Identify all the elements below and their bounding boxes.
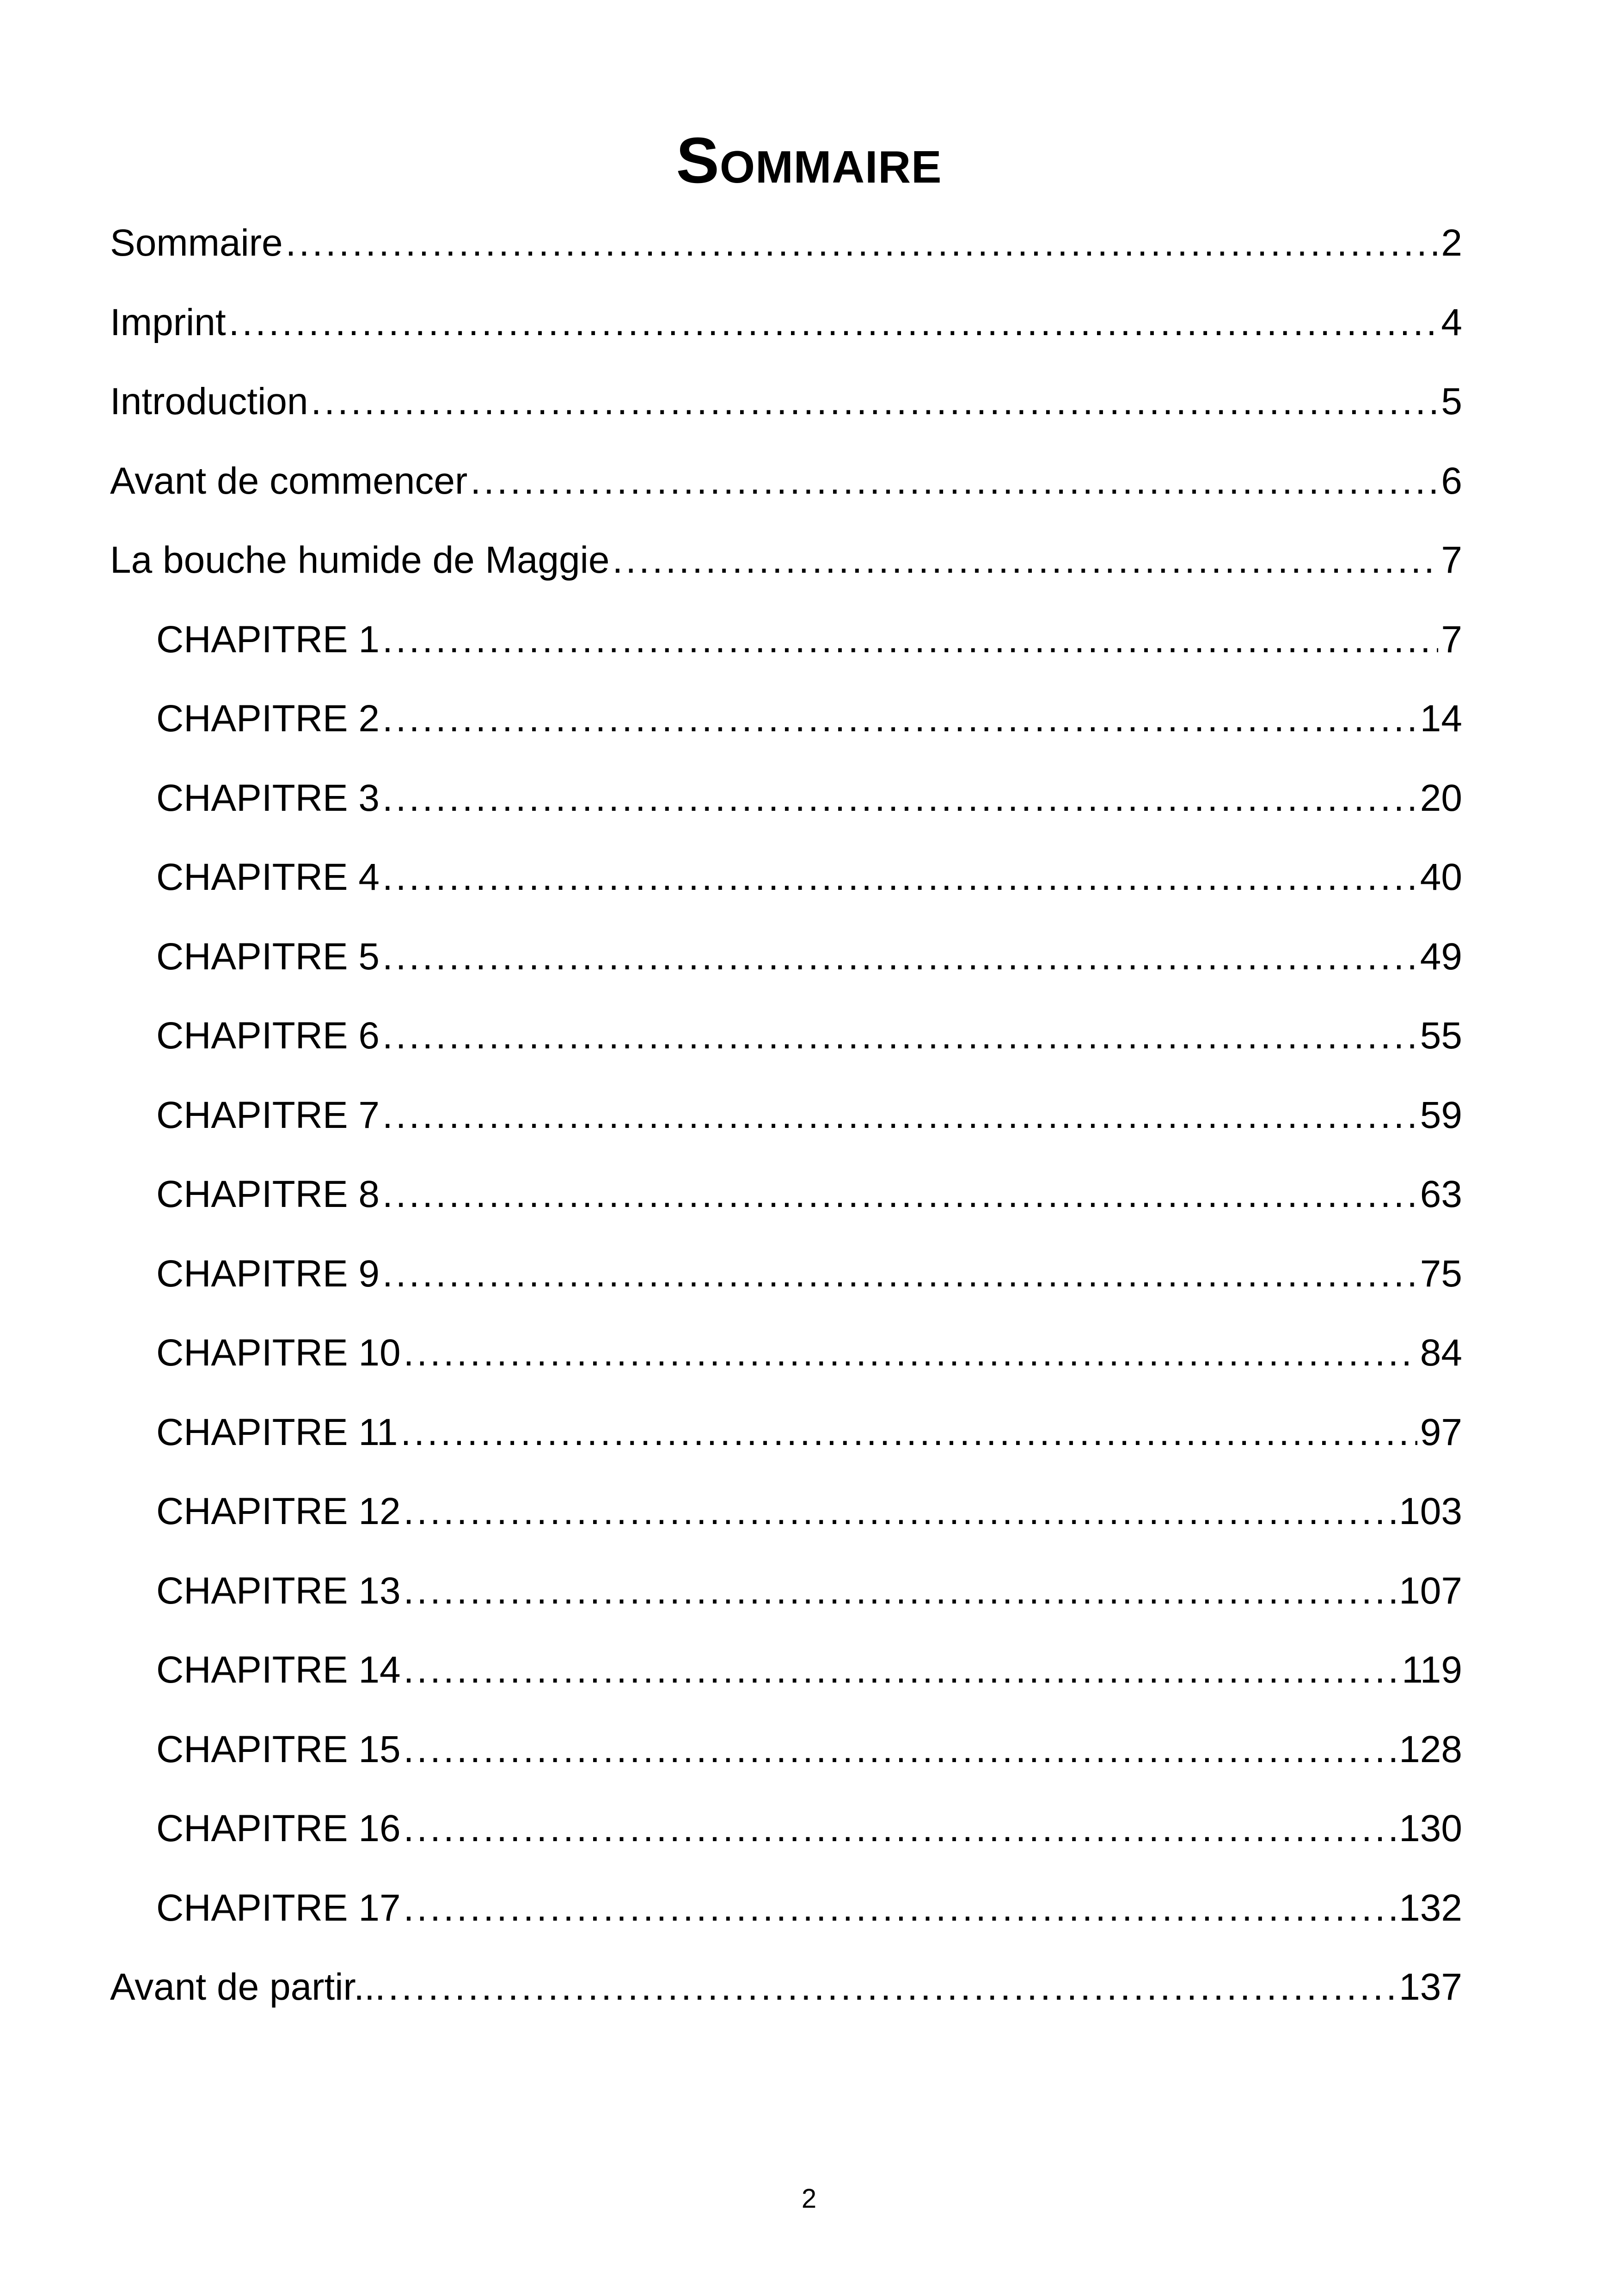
- toc-entry[interactable]: [110, 1710, 1462, 1789]
- toc-entry-label: Introduction: [110, 380, 308, 422]
- toc-dot-leader: [382, 1076, 1417, 1155]
- toc-entry-page-number: 7: [1441, 618, 1462, 661]
- toc-entry-page-number: 119: [1402, 1649, 1462, 1691]
- page-number: 2: [801, 2184, 817, 2214]
- toc-entry[interactable]: [110, 441, 1462, 521]
- toc-dot-leader: [286, 203, 1439, 283]
- toc-entry[interactable]: [110, 1551, 1462, 1631]
- toc-entry-page-number: 6: [1441, 459, 1462, 502]
- toc-entry[interactable]: [110, 283, 1462, 362]
- toc-entry[interactable]: [110, 917, 1462, 997]
- toc-entry-label: CHAPITRE 3: [156, 777, 380, 819]
- toc-dot-leader: [382, 759, 1417, 838]
- toc-entry[interactable]: [110, 203, 1462, 283]
- toc-entry[interactable]: [110, 996, 1462, 1076]
- toc-entry[interactable]: [110, 679, 1462, 759]
- toc-entry-page-number: 103: [1399, 1490, 1462, 1532]
- toc-entry-page-number: 7: [1441, 539, 1462, 581]
- toc-entry-label: CHAPITRE 10: [156, 1332, 401, 1374]
- toc-dot-leader: [382, 917, 1417, 997]
- toc-entry-label: CHAPITRE 6: [156, 1015, 380, 1057]
- toc-dot-leader: [404, 1472, 1397, 1551]
- toc-dot-leader: [388, 1947, 1397, 2027]
- toc-entry[interactable]: [110, 1789, 1462, 1868]
- toc-entry-label: CHAPITRE 9: [156, 1252, 380, 1295]
- toc-entry-label: CHAPITRE 15: [156, 1728, 401, 1770]
- toc-entry-page-number: 132: [1399, 1886, 1462, 1929]
- toc-dot-leader: [382, 600, 1438, 680]
- toc-entry-label: Avant de commencer: [110, 459, 468, 502]
- toc-entry-page-number: 14: [1420, 698, 1462, 740]
- toc-entry-label: CHAPITRE 16: [156, 1807, 401, 1849]
- toc-dot-leader: [311, 362, 1439, 441]
- toc-entry-label: CHAPITRE 14: [156, 1649, 401, 1691]
- toc-dot-leader: [382, 1234, 1417, 1314]
- page-title: Sommaire: [676, 124, 942, 196]
- table-of-contents: [110, 203, 1462, 2027]
- toc-entry[interactable]: [110, 1234, 1462, 1314]
- toc-dot-leader: [404, 1710, 1397, 1789]
- toc-entry-page-number: 130: [1399, 1807, 1462, 1849]
- toc-entry-label: La bouche humide de Maggie: [110, 539, 610, 581]
- toc-entry-label: CHAPITRE 1: [156, 618, 380, 661]
- toc-entry[interactable]: [110, 600, 1462, 680]
- toc-dot-leader: [404, 1630, 1399, 1710]
- toc-entry-label: CHAPITRE 4: [156, 856, 380, 898]
- toc-entry-page-number: 63: [1420, 1173, 1462, 1215]
- toc-entry-label: CHAPITRE 8: [156, 1173, 380, 1215]
- toc-entry[interactable]: [110, 1472, 1462, 1551]
- toc-entry-label: CHAPITRE 2: [156, 698, 380, 740]
- toc-entry[interactable]: [110, 1313, 1462, 1393]
- toc-dot-leader: [382, 996, 1417, 1076]
- toc-entry-label: Imprint: [110, 301, 226, 343]
- toc-entry-label: CHAPITRE 7: [156, 1094, 380, 1136]
- toc-dot-leader: [404, 1551, 1397, 1631]
- toc-entry-page-number: 75: [1420, 1252, 1462, 1295]
- toc-entry[interactable]: [110, 1155, 1462, 1234]
- toc-dot-leader: [404, 1789, 1397, 1868]
- toc-entry-label: Avant de partir...: [110, 1966, 386, 2008]
- toc-entry-page-number: 107: [1399, 1569, 1462, 1612]
- toc-entry[interactable]: [110, 838, 1462, 917]
- toc-entry-page-number: 4: [1441, 301, 1462, 343]
- toc-entry-label: CHAPITRE 5: [156, 935, 380, 978]
- toc-dot-leader: [470, 441, 1438, 521]
- toc-entry-page-number: 55: [1420, 1015, 1462, 1057]
- toc-dot-leader: [401, 1393, 1417, 1472]
- toc-dot-leader: [382, 838, 1417, 917]
- toc-entry[interactable]: [110, 1868, 1462, 1948]
- toc-dot-leader: [404, 1868, 1397, 1948]
- toc-dot-leader: [382, 679, 1417, 759]
- toc-entry-page-number: 5: [1441, 380, 1462, 422]
- toc-entry[interactable]: [110, 1393, 1462, 1472]
- toc-entry[interactable]: [110, 520, 1462, 600]
- toc-entry-page-number: 128: [1399, 1728, 1462, 1770]
- toc-entry-page-number: 137: [1399, 1966, 1462, 2008]
- toc-entry-label: Sommaire: [110, 222, 283, 264]
- toc-entry[interactable]: [110, 759, 1462, 838]
- toc-entry[interactable]: [110, 1947, 1462, 2027]
- toc-dot-leader: [382, 1155, 1417, 1234]
- toc-entry-page-number: 49: [1420, 935, 1462, 978]
- toc-entry[interactable]: [110, 1076, 1462, 1155]
- toc-entry-page-number: 20: [1420, 777, 1462, 819]
- toc-entry-label: CHAPITRE 17: [156, 1886, 401, 1929]
- toc-entry-page-number: 84: [1420, 1332, 1462, 1374]
- toc-entry-page-number: 40: [1420, 856, 1462, 898]
- toc-entry-label: CHAPITRE 13: [156, 1569, 401, 1612]
- toc-dot-leader: [404, 1313, 1417, 1393]
- toc-entry[interactable]: [110, 362, 1462, 441]
- toc-entry-page-number: 97: [1420, 1411, 1462, 1453]
- toc-entry-label: CHAPITRE 12: [156, 1490, 401, 1532]
- toc-entry-label: CHAPITRE 11: [156, 1411, 398, 1453]
- toc-entry[interactable]: [110, 1630, 1462, 1710]
- toc-entry-page-number: 59: [1420, 1094, 1462, 1136]
- toc-entry-page-number: 2: [1441, 222, 1462, 264]
- toc-dot-leader: [612, 520, 1438, 600]
- toc-dot-leader: [229, 283, 1439, 362]
